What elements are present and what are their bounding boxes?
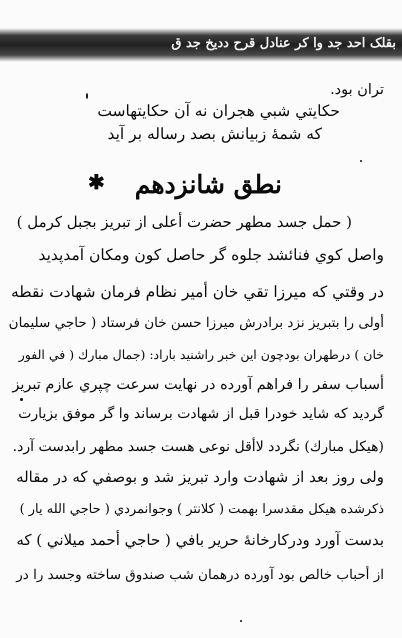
header-band-text: بقلک احد جد وا کر عنادل قرح ددیخ جد ق	[171, 36, 396, 51]
chapter-title: نطق شانزدهم	[134, 170, 282, 199]
intro-line-3: كه شمهٔ زبيانش بصد رساله بر آيد	[107, 125, 322, 143]
scan-speck	[20, 398, 23, 401]
intro-line-2: حكايتي شبي هجران نه آن حكايتهاست	[97, 102, 340, 120]
body-line-6: أسباب سفر را فراهم آورده در نهايت سرعت چپري عازم تبريز	[12, 377, 384, 393]
body-line-2: واصل كوي فنائشد جلوه گر حاصل كون ومكان آمدپديد	[38, 246, 384, 264]
body-line-10: ذكرشده هيكل مقدسرا بهمت ( كلانتر ) وجوانمردي ( حاجي الله يار )	[19, 502, 384, 517]
intro-line-1: تران بود.	[330, 82, 384, 98]
body-line-11: بدست آورد ودركارخانهٔ حرير بافي ( حاجي أحمد ميلاني ) كه	[16, 531, 384, 549]
body-line-7: گرديد كه شايد خودرا قبل از شهادت برساند وا گر موفق بزيارت	[18, 406, 384, 422]
scan-speck	[240, 620, 242, 622]
chapter-star-icon: ✱	[88, 170, 105, 194]
body-line-5: خان ) درطهران بودچون اين خبر راشنيد باراد: (جمال مبارك ( في الفور	[18, 347, 384, 362]
scan-speck	[360, 160, 362, 162]
scan-speck	[86, 93, 88, 99]
body-line-12: از أحباب خالص بود آورده درهمان شب صندوق ساخته وجسد را در	[16, 567, 384, 583]
body-line-8: (هيكل مبارك) نگردد لاأقل نوعى هست جسد مطهر رابدست آرد.	[12, 439, 384, 455]
body-line-3: در وقتي كه ميرزا تقي خان أمير نظام فرمان شهادت نقطه	[10, 283, 384, 301]
body-line-4: أولى را بتبريز نزد برادرش ميرزا حسن خان فرستاد ( حاجي سليمان	[8, 315, 384, 331]
body-line-9: ولى روز بعد از شهادت وارد تبريز شد و بوصفي كه در مقاله	[16, 468, 384, 486]
body-line-1: ( حمل جسد مطهر حضرت أعلى از تبريز بجبل كرمل )	[16, 213, 352, 231]
